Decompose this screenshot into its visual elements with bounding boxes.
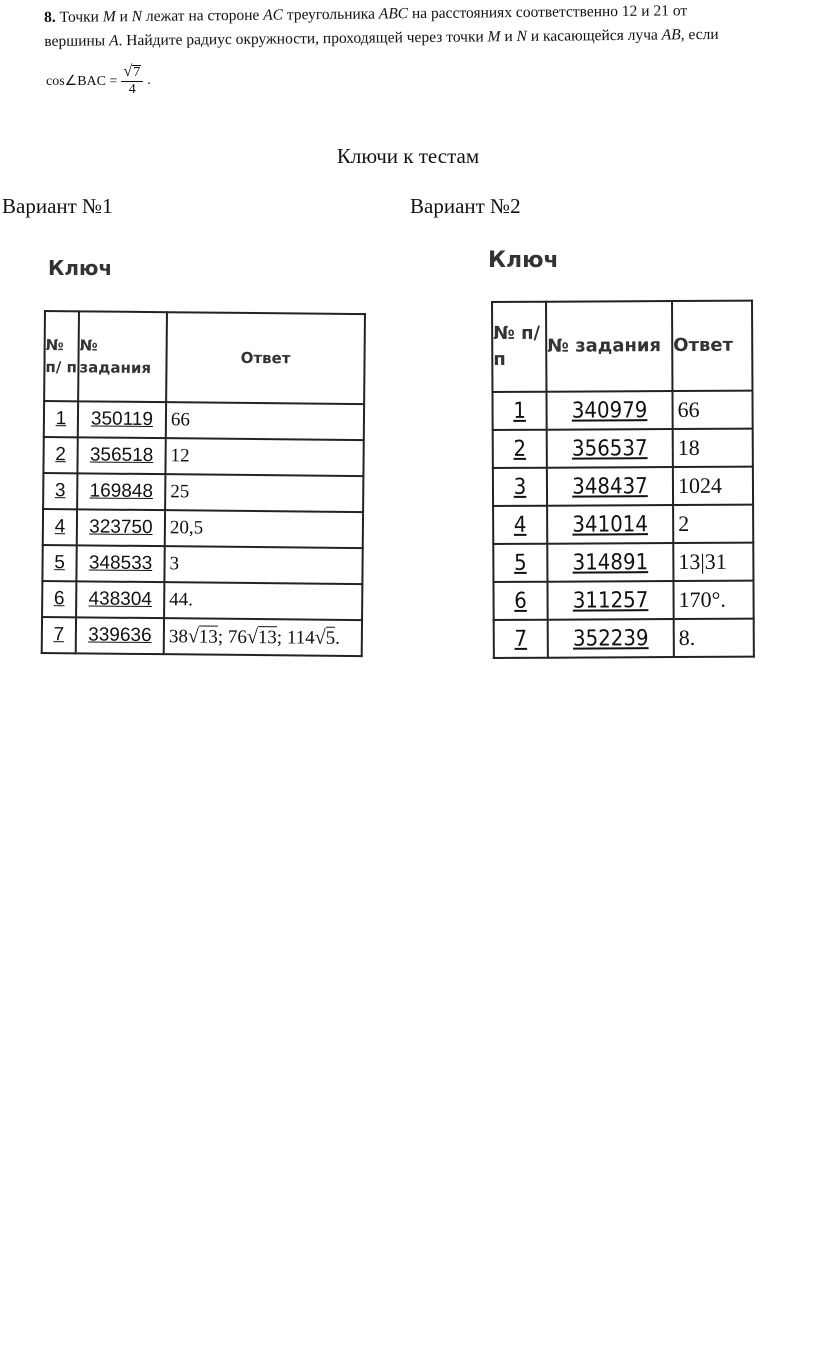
task-id: 348533 [88,552,153,575]
row-number: 5 [54,552,65,574]
variant-2-title: Вариант №2 [410,194,521,218]
answer-value: 66 [166,402,364,440]
answer-value: 8. [674,619,754,657]
table-header [492,301,752,392]
table-row [43,509,363,548]
answer-part: ; 114 [276,626,315,649]
col-header-number: № п/ п [44,311,79,401]
answer-table-1 [41,310,366,657]
page-title: Ключи к тестам [336,144,480,168]
problem-word: треугольника [286,5,376,24]
problem-word: . Найдите радиус окружности, проходящей через точки [118,28,484,50]
table-row [493,467,753,506]
task-id: 311257 [572,588,649,614]
col-header-answer: Ответ [672,301,752,391]
vertex-a: A [108,32,119,50]
problem-text [44,0,774,54]
answer-part: ; 76 [217,626,247,648]
ray-ab: AB [661,26,681,44]
row-number: 5 [514,550,527,576]
key-label-1: Ключ [48,256,113,280]
variant-1-title: Вариант №1 [2,194,113,218]
point-m: M [102,8,116,26]
row-number: 3 [513,474,527,500]
table-row [43,473,363,512]
answer-value: 12 [165,438,363,476]
table-row [42,581,362,620]
task-id: 314891 [572,550,649,576]
task-id: 352239 [572,626,649,652]
task-id: 340979 [571,398,648,424]
answer-value: 13|31 [673,543,753,581]
col-header-answer: Ответ [166,312,365,404]
col-header-task: № задания [546,301,672,392]
problem-word: на расстояниях соответственно 12 и 21 от [411,2,688,23]
col-header-task: № задания [78,311,167,402]
row-number: 6 [53,588,65,610]
cos-formula [46,64,151,98]
table-row [493,581,753,620]
problem-word: , если [680,25,719,44]
problem-word: и [119,8,128,26]
task-id: 341014 [572,512,649,538]
answer-value: 3 [164,546,362,584]
row-number: 2 [55,444,66,466]
table-row [492,391,752,430]
formula-denominator: 4 [128,82,136,97]
row-number: 3 [54,480,66,502]
problem-number: 8. [44,8,56,26]
answer-radicand: 5 [325,627,336,649]
table-row [43,437,363,476]
problem-word: лежат на стороне [145,6,260,25]
answer-radicand: 13 [257,626,277,648]
table-row [493,429,753,468]
answer-value: 20,5 [165,510,363,548]
row-number: 6 [514,588,527,614]
row-number: 4 [54,516,66,538]
row-number: 1 [513,398,526,424]
task-id: 348437 [572,474,648,500]
table-row [44,401,364,440]
row-number: 1 [55,408,67,430]
table-row [42,545,362,584]
answer-part: . [335,627,341,649]
table-row [493,543,753,582]
problem-word: вершины [44,32,106,50]
table-row [42,617,362,656]
answer-table-2 [491,300,755,659]
row-number: 4 [513,512,527,538]
problem-word: Точки [59,8,99,26]
task-id: 438304 [88,588,153,611]
task-id: 323750 [89,516,153,539]
point-n: N [131,7,143,26]
table-row [493,505,753,544]
answer-value: 38√13; 76√13; 114√5. [164,618,362,656]
task-id: 350119 [90,408,154,431]
answer-value: 18 [673,429,753,467]
row-number: 2 [513,436,527,462]
answer-part: 38 [168,625,188,647]
point-n: N [516,27,528,46]
formula-root: 7 [133,65,141,80]
answer-radicand: 13 [198,626,218,648]
col-header-number: № п/ п [492,302,546,392]
triangle-abc: ABC [378,5,409,23]
answer-value: 66 [672,391,752,429]
task-id: 339636 [88,624,152,647]
row-number: 7 [514,626,528,652]
task-id: 169848 [89,480,154,503]
point-m: M [487,28,501,46]
answer-value: 2 [673,505,753,543]
problem-word: и [504,28,513,46]
problem-word: и касающейся луча [530,26,658,45]
task-id: 356518 [89,444,154,467]
task-id: 356537 [571,436,648,462]
key-label-2: Ключ [488,248,559,273]
table-header [44,311,365,404]
answer-value: 25 [165,474,363,512]
formula-lhs: cos∠BAC = [46,73,118,89]
row-number: 7 [53,624,65,646]
answer-value: 1024 [673,467,753,505]
answer-value: 44. [164,582,362,620]
formula-end: . [147,73,151,88]
formula-fraction: √ 7 4 [121,64,143,98]
side-ac: AC [263,6,284,24]
answer-value: 170°. [673,581,753,619]
table-row [494,619,754,658]
